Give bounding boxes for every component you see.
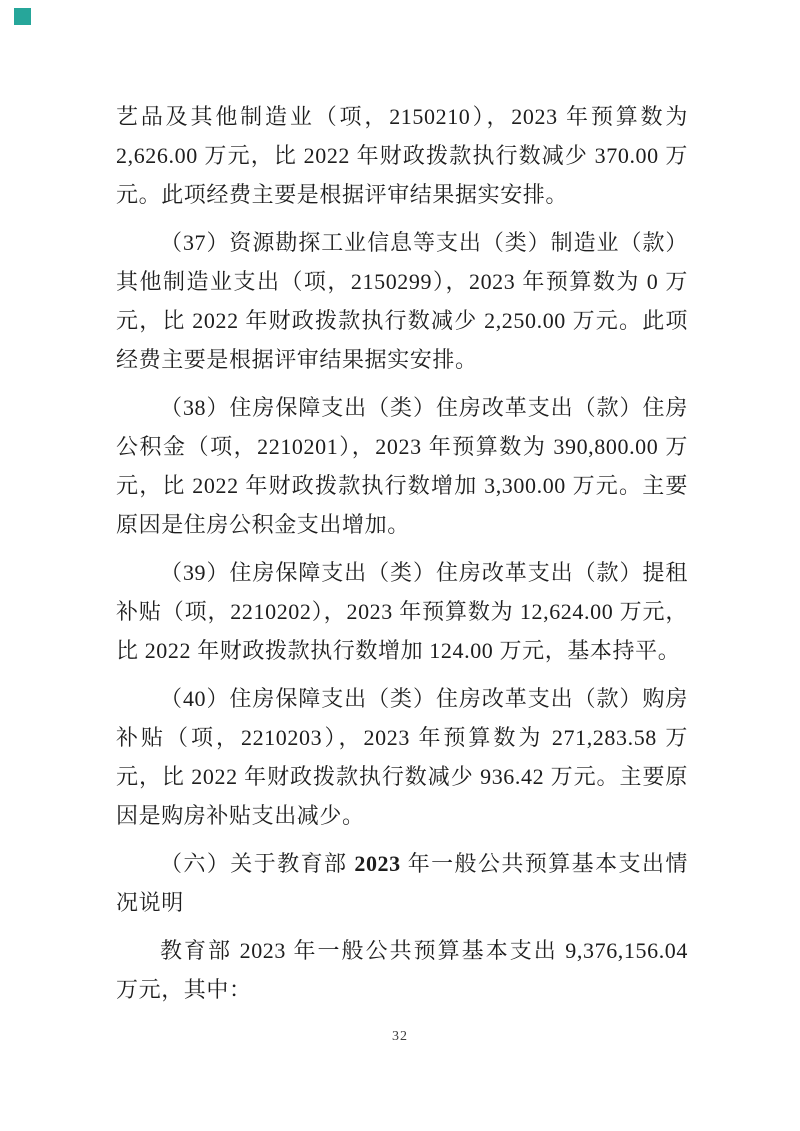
corner-marker (14, 8, 31, 25)
paragraph-item-39: （39）住房保障支出（类）住房改革支出（款）提租补贴（项，2210202），2023 年预算数为 12,624.00 万元，比 2022 年财政拨款执行数增加 124.00 万元，基本持平。 (116, 560, 688, 663)
section-heading (116, 844, 688, 922)
paragraph-item-40: （40）住房保障支出（类）住房改革支出（款）购房补贴（项，2210203），2023 年预算数为 271,283.58 万元，比 2022 年财政拨款执行数减少 936.42 万元。主要原因是购房补贴支出减少。 (116, 686, 688, 828)
document-body (116, 97, 688, 1018)
paragraph-item-38: （38）住房保障支出（类）住房改革支出（款）住房公积金（项，2210201），2023 年预算数为 390,800.00 万元，比 2022 年财政拨款执行数增加 3,300.00 万元。主要原因是住房公积金支出增加。 (116, 395, 688, 537)
section-heading-prefix: （六）关于教育部 (160, 851, 355, 876)
paragraph-basic-expenditure-total: 教育部 2023 年一般公共预算基本支出 9,376,156.04 万元，其中： (116, 938, 688, 1002)
page-number: 32 (392, 1029, 408, 1044)
paragraph-item-37: （37）资源勘探工业信息等支出（类）制造业（款）其他制造业支出（项，2150299），2023 年预算数为 0 万元，比 2022 年财政拨款执行数减少 2,250.00 万元。此项经费主要是根据评审结果据实安排。 (116, 230, 688, 372)
section-heading-year: 2023 (354, 851, 401, 876)
paragraph-continuation-2150210: 艺品及其他制造业（项，2150210），2023 年预算数为 2,626.00 万元，比 2022 年财政拨款执行数减少 370.00 万元。此项经费主要是根据评审结果据实安排。 (116, 104, 688, 207)
section-heading-suffix: 年一般公共预算基本支出情况说明 (116, 851, 688, 915)
